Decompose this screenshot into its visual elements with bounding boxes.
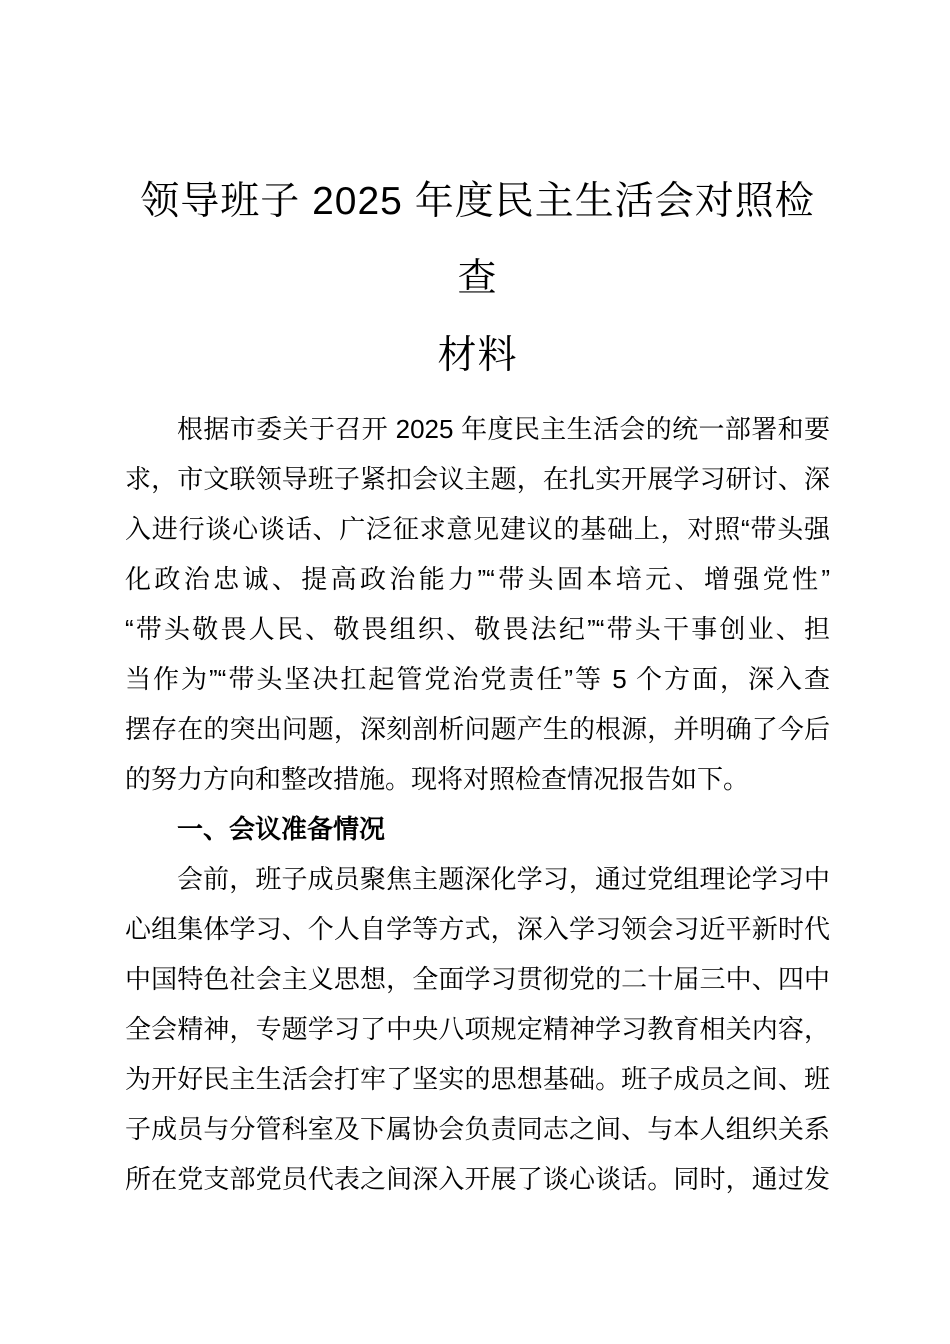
- section-heading-meeting-preparation: 一、会议准备情况: [177, 814, 386, 844]
- text-line: 全会精神，专题学习了中央八项规定精神学习教育相关内容，: [125, 1014, 830, 1044]
- text-line: 中国特色社会主义思想，全面学习贯彻党的二十届三中、四中: [125, 964, 830, 994]
- paragraph-intro: [125, 404, 830, 804]
- text-line: “带头敬畏人民、敬畏组织、敬畏法纪”“带头干事创业、担: [125, 614, 830, 644]
- text-line: 材料: [437, 334, 518, 377]
- text-line: 所在党支部党员代表之间深入开展了谈心谈话。同时，通过发: [125, 1164, 830, 1194]
- document-body: [125, 404, 830, 1204]
- text-line: 摆存在的突出问题，深刻剖析问题产生的根源，并明确了今后: [125, 714, 830, 744]
- text-line: 子成员与分管科室及下属协会负责同志之间、与本人组织关系: [125, 1114, 830, 1144]
- text-line: 求，市文联领导班子紧扣会议主题，在扎实开展学习研讨、深: [125, 464, 830, 494]
- paragraph-meeting-preparation: [125, 854, 830, 1204]
- text-line: 的努力方向和整改措施。现将对照检查情况报告如下。: [125, 764, 750, 794]
- text-line: 化政治忠诚、提高政治能力”“带头固本培元、增强党性”: [125, 564, 830, 594]
- document-title: [125, 163, 830, 394]
- text-line: 入进行谈心谈话、广泛征求意见建议的基础上，对照“带头强: [125, 514, 830, 544]
- text-line: 当作为”“带头坚决扛起管党治党责任”等 5 个方面，深入查: [125, 664, 830, 694]
- text-line: 领导班子 2025 年度民主生活会对照检查: [140, 180, 815, 300]
- text-line: 根据市委关于召开 2025 年度民主生活会的统一部署和要: [177, 414, 830, 444]
- text-line: 为开好民主生活会打牢了坚实的思想基础。班子成员之间、班: [125, 1064, 830, 1094]
- text-line: 心组集体学习、个人自学等方式，深入学习领会习近平新时代: [125, 914, 830, 944]
- text-line: 会前，班子成员聚焦主题深化学习，通过党组理论学习中: [177, 864, 830, 894]
